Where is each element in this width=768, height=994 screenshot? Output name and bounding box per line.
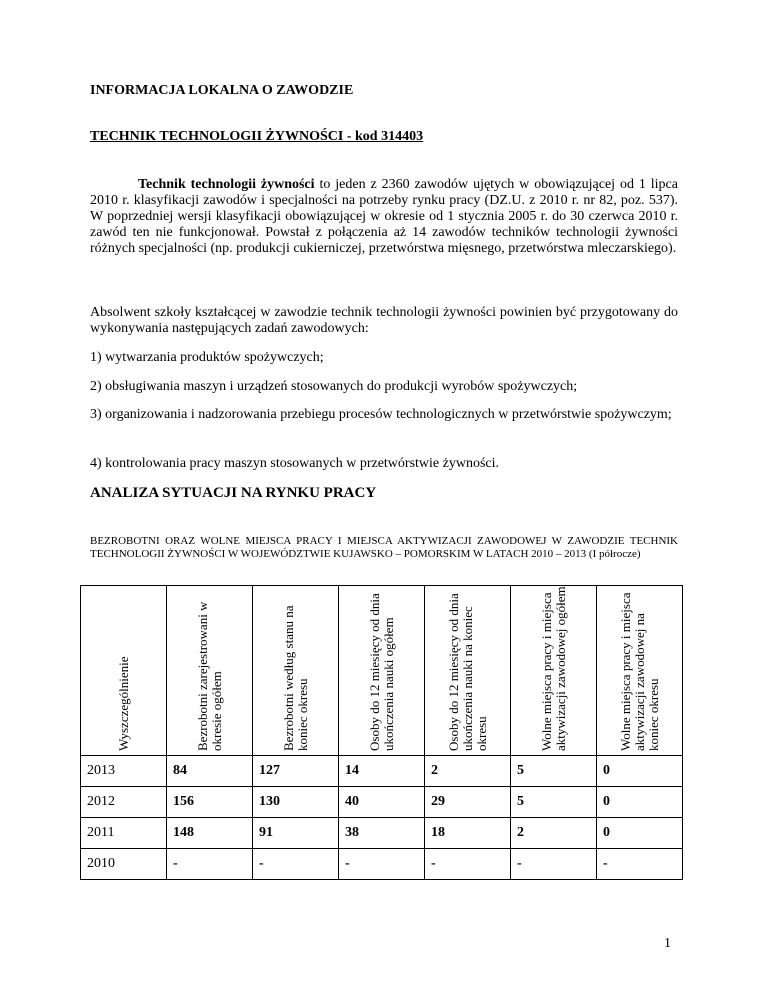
column-header-label: Bezrobotni zarejestrowani w okresie ogółem	[194, 601, 224, 751]
page-number: 1	[664, 936, 671, 951]
value-cell: 14	[339, 756, 425, 787]
value-cell: 5	[511, 787, 597, 818]
task-item: 3) organizowania i nadzorowania przebiegu procesów technologicznych w przetwórstwie spożywczym;	[90, 407, 672, 422]
year-cell: 2011	[81, 818, 167, 849]
task-item: 1) wytwarzania produktów spożywczych;	[90, 350, 324, 365]
intro-bold-term: Technik technologii żywności	[138, 177, 315, 192]
section-heading: ANALIZA SYTUACJI NA RYNKU PRACY	[90, 485, 377, 501]
column-header-label: Wolne miejsca pracy i miejsca aktywizacji zawodowej ogółem	[538, 586, 568, 751]
document-subtitle: TECHNIK TECHNOLOGII ŻYWNOŚCI - kod 314403	[90, 129, 424, 144]
table-header-row	[81, 586, 683, 756]
table-row	[81, 818, 683, 849]
year-cell: 2010	[81, 849, 167, 880]
value-cell: -	[167, 849, 253, 880]
column-header	[167, 586, 253, 756]
task-item: 4) kontrolowania pracy maszyn stosowanych w przetwórstwie żywności.	[90, 456, 500, 471]
column-header-label: Osoby do 12 miesięcy od dnia ukończenia nauki na koniec okresu	[445, 593, 489, 751]
column-header-label: Wolne miejsca pracy i miejsca aktywizacji zawodowej na koniec okresu	[617, 592, 661, 751]
table-row	[81, 849, 683, 880]
graduate-paragraph: Absolwent szkoły kształcącej w zawodzie technik technologii żywności powinien być przygotowany do wykonywania następujących zadań zawodowych:	[90, 305, 678, 336]
value-cell: 156	[167, 787, 253, 818]
task-item: 2) obsługiwania maszyn i urządzeń stosowanych do produkcji wyrobów spożywczych;	[90, 379, 578, 394]
value-cell: 127	[253, 756, 339, 787]
column-header-label: Bezrobotni według stanu na koniec okresu	[280, 605, 310, 751]
value-cell: 148	[167, 818, 253, 849]
value-cell: 29	[425, 787, 511, 818]
year-cell: 2012	[81, 787, 167, 818]
value-cell: -	[253, 849, 339, 880]
value-cell: 2	[425, 756, 511, 787]
value-cell: 2	[511, 818, 597, 849]
value-cell: 18	[425, 818, 511, 849]
unemployment-table	[80, 585, 683, 880]
column-header-label: Osoby do 12 miesięcy od dnia ukończenia nauki ogółem	[366, 593, 396, 751]
column-header	[339, 586, 425, 756]
column-header	[511, 586, 597, 756]
table-row	[81, 787, 683, 818]
table-caption: BEZROBOTNI ORAZ WOLNE MIEJSCA PRACY I MIEJSCA AKTYWIZACJI ZAWODOWEJ W ZAWODZIE TECHNIK TECHNOLOGII ŻYWNOŚCI W WOJEWÓDZTWIE KUJAWSKO – POMORSKIM W LATACH 2010 – 2013 (I półrocze)	[90, 535, 678, 560]
value-cell: 84	[167, 756, 253, 787]
value-cell: 130	[253, 787, 339, 818]
column-header	[597, 586, 683, 756]
value-cell: 38	[339, 818, 425, 849]
intro-text: to jeden z 2360 zawodów ujętych w obowiązującej od 1 lipca 2010 r. klasyfikacji zawodów i specjalności na potrzeby rynku pracy (DZ.U. z 2010 r. nr 82, poz. 537). W poprzedniej wersji klasyfikacji obowiązującej w okresie od 1 stycznia 2005 r. do 30 czerwca 2010 r. zawód ten nie funkcjonował. Powstał z połączenia aż 14 zawodów techników technologii żywności różnych specjalności (np. produkcji cukierniczej, przetwórstwa mięsnego, przetwórstwa mleczarskiego).	[90, 177, 678, 256]
value-cell: 0	[597, 787, 683, 818]
value-cell: -	[597, 849, 683, 880]
value-cell: -	[425, 849, 511, 880]
column-header	[253, 586, 339, 756]
value-cell: 40	[339, 787, 425, 818]
column-header	[81, 586, 167, 756]
table-row	[81, 756, 683, 787]
value-cell: 0	[597, 756, 683, 787]
intro-paragraph	[90, 177, 678, 257]
year-cell: 2013	[81, 756, 167, 787]
value-cell: 0	[597, 818, 683, 849]
document-title: INFORMACJA LOKALNA O ZAWODZIE	[90, 83, 354, 98]
value-cell: -	[511, 849, 597, 880]
value-cell: 91	[253, 818, 339, 849]
value-cell: 5	[511, 756, 597, 787]
value-cell: -	[339, 849, 425, 880]
column-header	[425, 586, 511, 756]
column-header-label: Wyszczególnienie	[115, 656, 131, 751]
